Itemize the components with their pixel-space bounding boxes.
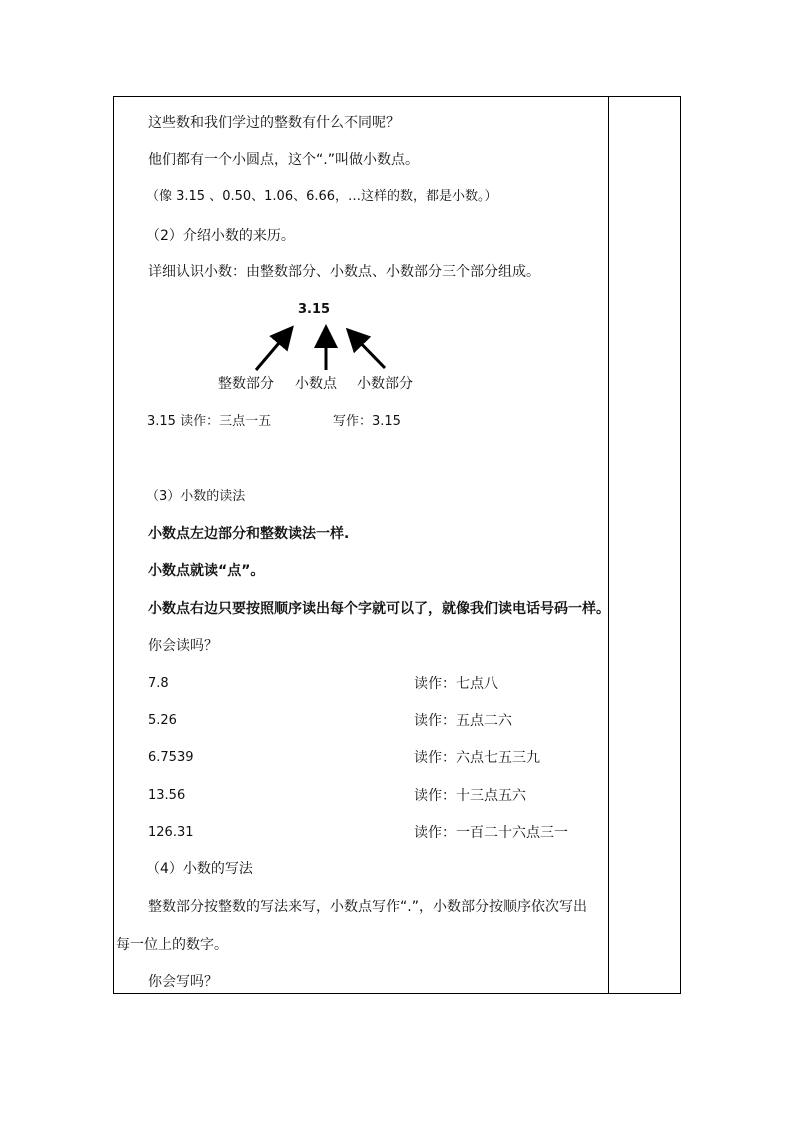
example-reading: 读作：五点二六 [414, 713, 512, 729]
paragraph: 他们都有一个小圆点，这个“.”叫做小数点。 [148, 152, 419, 168]
rule: 小数点左边部分和整数读法一样. [148, 526, 350, 542]
paragraph: 每一位上的数字。 [116, 937, 228, 953]
example-number: 5.26 [148, 713, 177, 728]
rule: 小数点就读“点”。 [148, 563, 265, 579]
paragraph: 详细认识小数：由整数部分、小数点、小数部分三个部分组成。 [148, 264, 540, 280]
example-number: 126.31 [148, 825, 194, 840]
arrow-integer-part [256, 330, 290, 370]
section-heading: （4）小数的写法 [146, 861, 253, 877]
example-number: 6.7539 [148, 750, 194, 765]
question: 你会写吗？ [148, 974, 218, 990]
example-reading: 读作：十三点五六 [414, 788, 526, 804]
arrows-diagram [240, 320, 400, 375]
question: 你会读吗？ [148, 638, 218, 654]
example-reading: 读作：一百二十六点三一 [414, 825, 568, 841]
paragraph: 这些数和我们学过的整数有什么不同呢？ [148, 115, 400, 131]
write-example: 写作：3.15 [333, 414, 401, 429]
read-example: 3.15 读作：三点一五 [147, 414, 272, 429]
label-decimal-part: 小数部分 [357, 376, 413, 392]
example-number: 3.15 [298, 302, 331, 317]
section-heading: （3）小数的读法 [146, 489, 246, 504]
paragraph: （像 3.15 、0.50、1.06、6.66，…这样的数，都是小数。） [146, 189, 498, 204]
example-reading: 读作：六点七五三九 [414, 750, 540, 766]
example-number: 13.56 [148, 788, 186, 803]
example-reading: 读作：七点八 [414, 676, 498, 692]
paragraph: 整数部分按整数的写法来写，小数点写作“.”，小数部分按顺序依次写出 [148, 899, 587, 915]
rule: 小数点右边只要按照顺序读出每个字就可以了，就像我们读电话号码一样。 [148, 601, 610, 617]
label-integer-part: 整数部分 [218, 376, 274, 392]
arrow-decimal-part [350, 332, 385, 368]
section-heading: （2）介绍小数的来历。 [146, 228, 295, 244]
example-number: 7.8 [148, 676, 169, 691]
label-decimal-point: 小数点 [295, 376, 337, 392]
column-divider [608, 96, 609, 994]
